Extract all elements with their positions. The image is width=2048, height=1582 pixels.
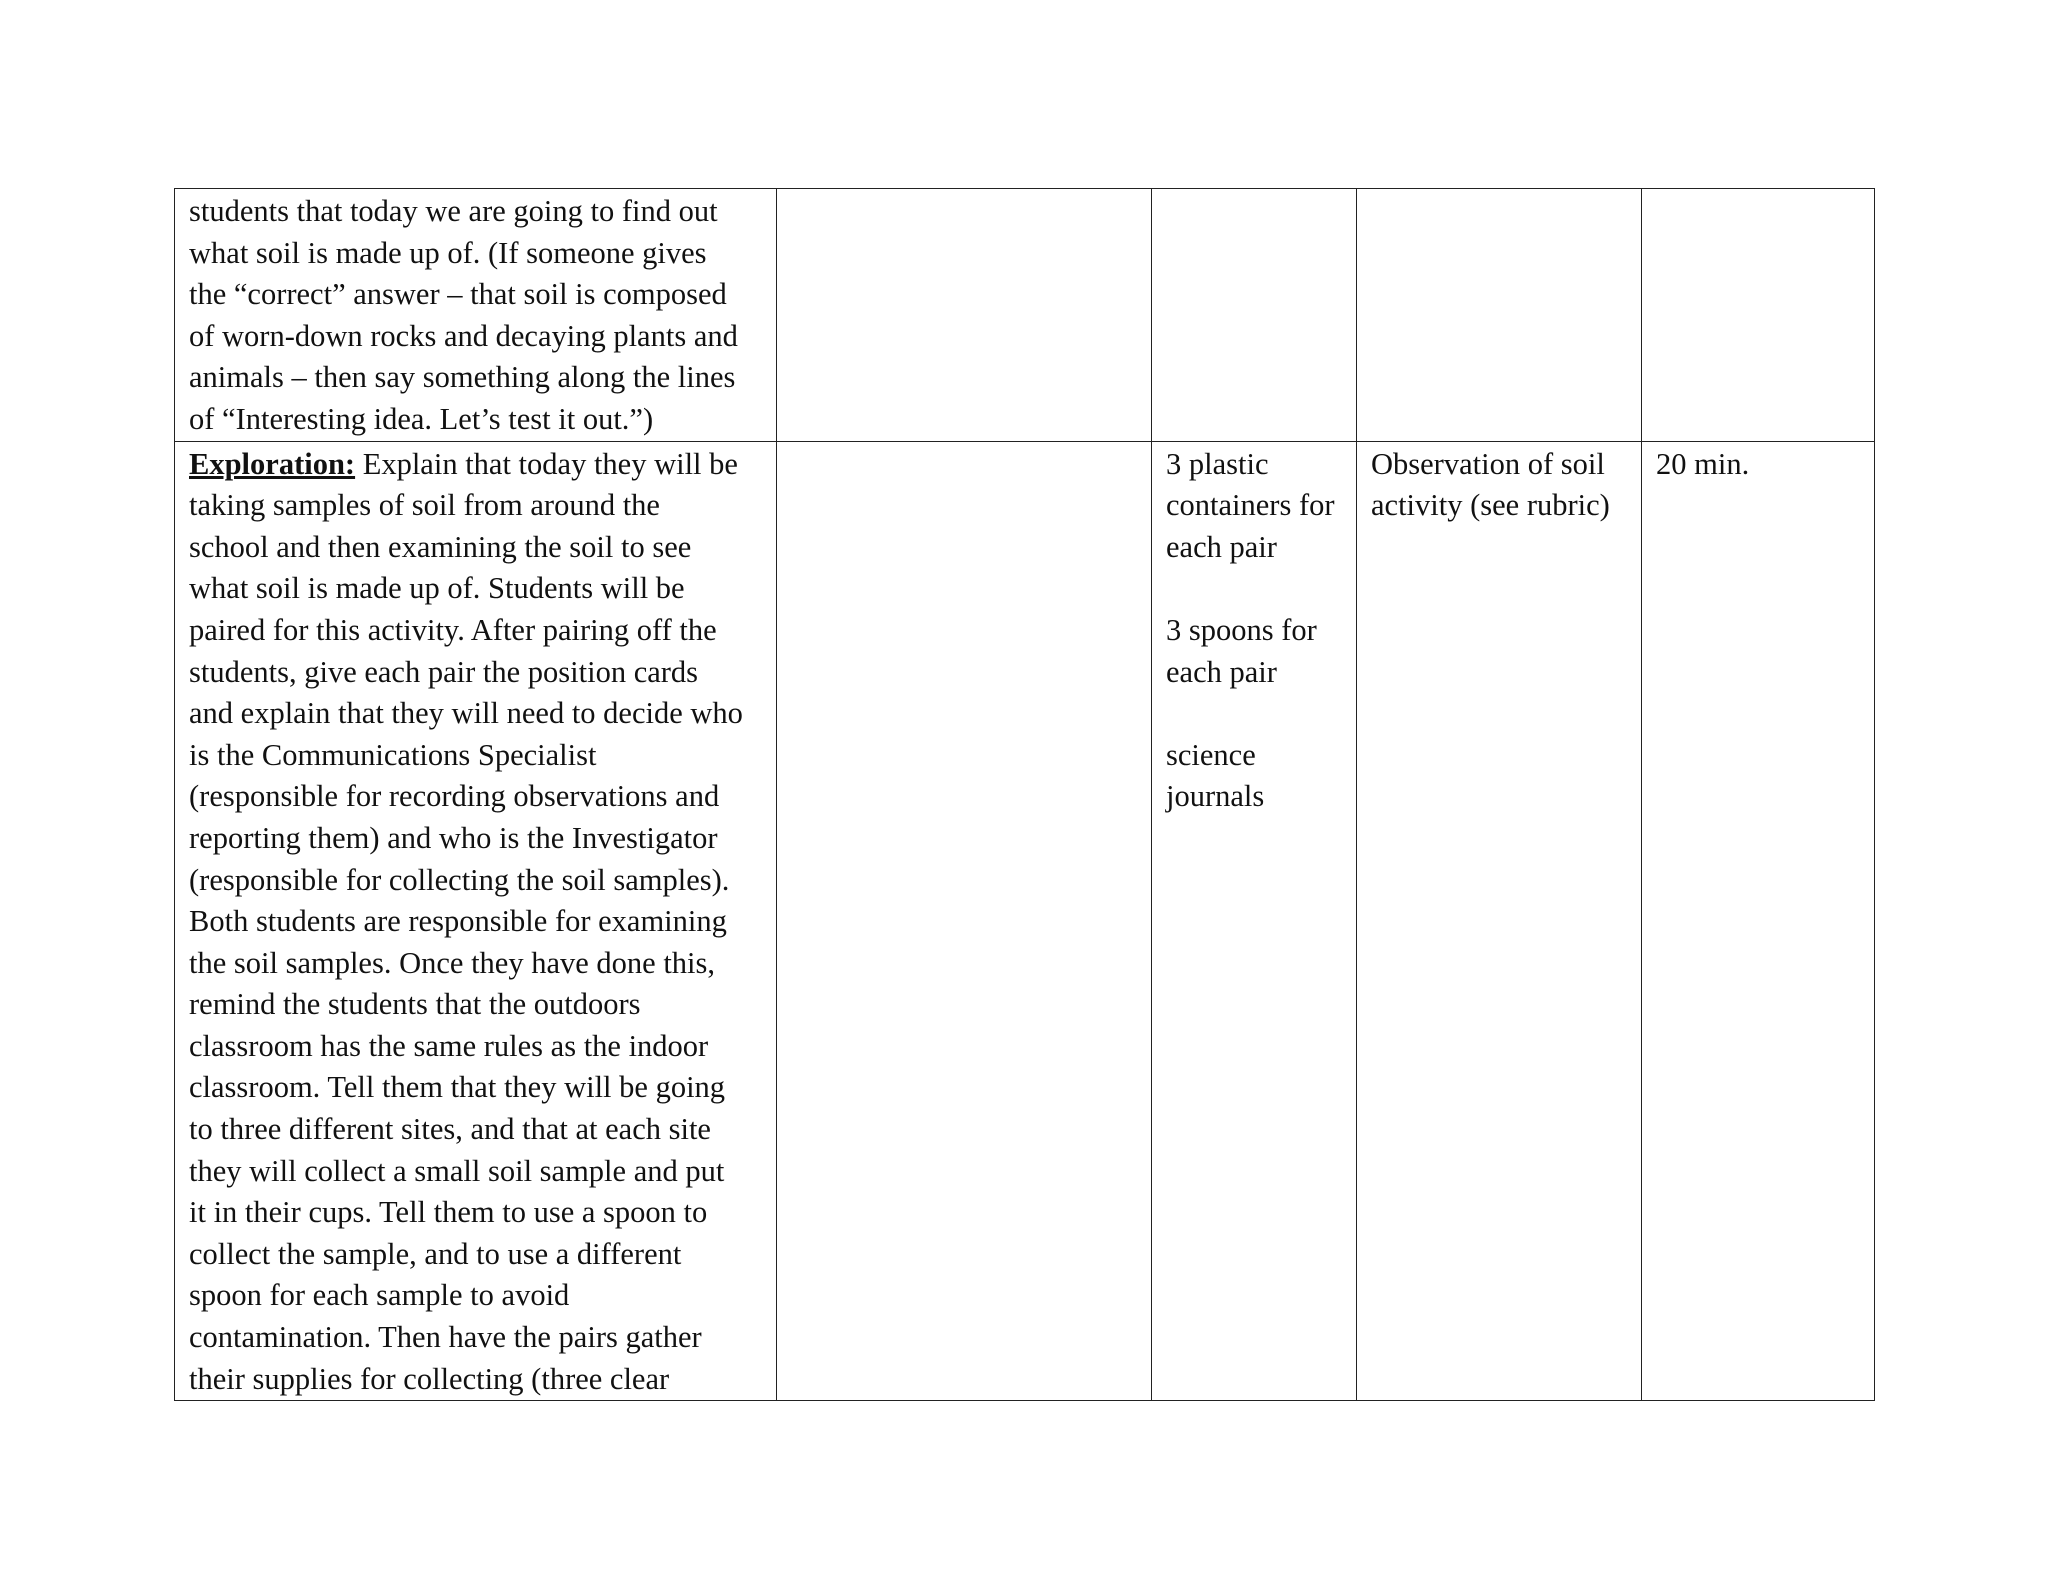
lesson-plan-table — [174, 188, 1875, 1401]
spacer — [1166, 693, 1344, 735]
time-cell — [1642, 189, 1875, 442]
text-line: to three different sites, and that at each site — [189, 1112, 711, 1147]
assessment-cell — [1357, 441, 1642, 1401]
text-line: students that today we are going to find out — [189, 194, 718, 228]
text-line: spoon for each sample to avoid — [189, 1278, 570, 1313]
text-line: classroom has the same rules as the indoor — [189, 1028, 709, 1063]
text-line: of “Interesting idea. Let’s test it out.”) — [189, 401, 654, 436]
materials-cell — [1152, 441, 1357, 1401]
text-line: animals – then say something along the lines — [189, 360, 736, 395]
text-line: the “correct” answer – that soil is composed — [189, 277, 727, 312]
table-row — [175, 189, 1875, 442]
materials-line: containers for — [1166, 488, 1335, 523]
section-heading: Exploration: — [189, 446, 356, 481]
text-line: (responsible for collecting the soil samples). — [189, 862, 730, 897]
spacer — [1166, 568, 1344, 610]
assessment-line: activity (see rubric) — [1371, 488, 1610, 523]
empty-cell — [777, 441, 1152, 1401]
text-line: remind the students that the outdoors — [189, 987, 641, 1022]
text-line: (responsible for recording observations and — [189, 779, 720, 814]
procedure-cell — [175, 441, 777, 1401]
text-line: classroom. Tell them that they will be going — [189, 1070, 726, 1105]
materials-line: each pair — [1166, 654, 1277, 689]
assessment-line: Observation of soil — [1371, 446, 1605, 481]
materials-line: 3 plastic — [1166, 446, 1269, 481]
empty-cell — [777, 189, 1152, 442]
text-line: is the Communications Specialist — [189, 737, 597, 772]
text-line: paired for this activity. After pairing off the — [189, 612, 717, 647]
materials-line: each pair — [1166, 529, 1277, 564]
text-fragment: Explain that today they will be — [355, 446, 738, 481]
materials-line: science — [1166, 737, 1256, 772]
text-line: it in their cups. Tell them to use a spoon to — [189, 1195, 708, 1230]
text-line: their supplies for collecting (three clear — [189, 1361, 670, 1396]
materials-cell — [1152, 189, 1357, 442]
materials-line: 3 spoons for — [1166, 612, 1317, 647]
text-line: contamination. Then have the pairs gather — [189, 1320, 702, 1355]
text-line: of worn-down rocks and decaying plants and — [189, 318, 738, 353]
procedure-cell — [175, 189, 777, 442]
text-line: taking samples of soil from around the — [189, 488, 660, 523]
text-line — [189, 444, 764, 486]
text-line: students, give each pair the position cards — [189, 654, 699, 689]
table-row — [175, 441, 1875, 1401]
text-line: and explain that they will need to decide who — [189, 696, 743, 731]
text-line: the soil samples. Once they have done this, — [189, 945, 716, 980]
text-line: school and then examining the soil to see — [189, 529, 692, 564]
time-value: 20 min. — [1656, 446, 1750, 481]
time-cell — [1642, 441, 1875, 1401]
text-line: collect the sample, and to use a different — [189, 1236, 682, 1271]
text-line: what soil is made up of. Students will be — [189, 571, 685, 606]
text-line: they will collect a small soil sample and put — [189, 1153, 725, 1188]
text-line: Both students are responsible for examining — [189, 904, 727, 939]
text-line: what soil is made up of. (If someone gives — [189, 235, 707, 270]
materials-line: journals — [1166, 779, 1265, 814]
text-line: reporting them) and who is the Investigator — [189, 820, 718, 855]
assessment-cell — [1357, 189, 1642, 442]
